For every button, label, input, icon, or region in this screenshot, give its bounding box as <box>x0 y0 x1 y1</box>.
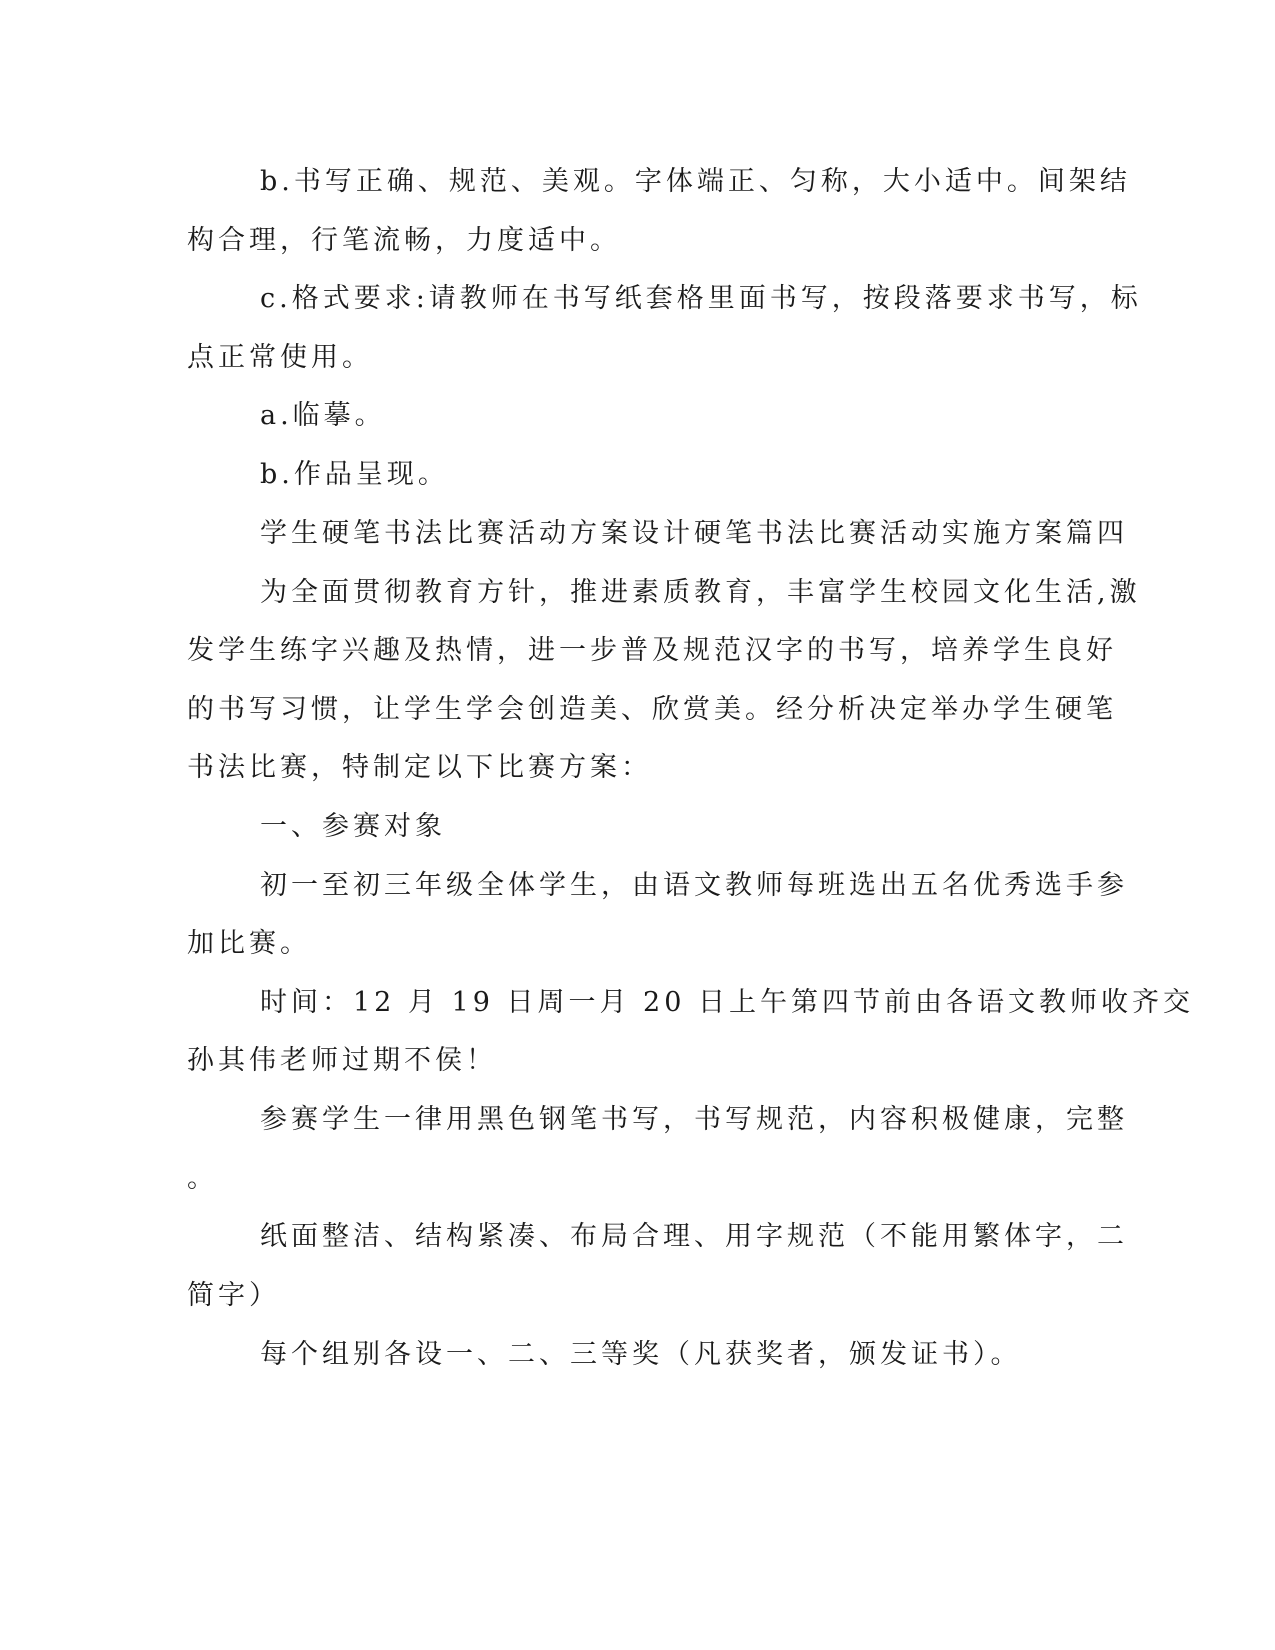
section-heading: 一、参赛对象 <box>260 811 446 842</box>
paragraph-line: 加比赛。 <box>187 928 311 959</box>
paragraph-line: 点正常使用。 <box>187 342 373 373</box>
paragraph-line: 。 <box>187 1163 218 1194</box>
section-heading: 学生硬笔书法比赛活动方案设计硬笔书法比赛活动实施方案篇四 <box>260 518 1128 549</box>
paragraph-line: 发学生练字兴趣及热情，进一步普及规范汉字的书写，培养学生良好 <box>187 635 1117 666</box>
paragraph-line: 为全面贯彻教育方针，推进素质教育，丰富学生校园文化生活,激 <box>260 577 1141 608</box>
paragraph-line: 参赛学生一律用黑色钢笔书写，书写规范，内容积极健康，完整 <box>260 1104 1128 1135</box>
paragraph-line: 时间：12 月 19 日周一月 20 日上午第四节前由各语文教师收齐交 <box>260 987 1194 1018</box>
paragraph-line: 简字） <box>187 1280 280 1311</box>
paragraph-line: 初一至初三年级全体学生，由语文教师每班选出五名优秀选手参 <box>260 870 1128 901</box>
paragraph-line: c.格式要求:请教师在书写纸套格里面书写，按段落要求书写，标 <box>260 283 1142 314</box>
paragraph-line: 孙其伟老师过期不侯！ <box>187 1045 497 1076</box>
paragraph-line: 每个组别各设一、二、三等奖（凡获奖者，颁发证书）。 <box>260 1339 1022 1370</box>
paragraph-line: b.作品呈现。 <box>260 459 449 490</box>
paragraph-line: 的书写习惯，让学生学会创造美、欣赏美。经分析决定举办学生硬笔 <box>187 694 1117 725</box>
paragraph-line: b.书写正确、规范、美观。字体端正、匀称，大小适中。间架结 <box>260 166 1131 197</box>
paragraph-line: 书法比赛，特制定以下比赛方案： <box>187 752 652 783</box>
paragraph-line: a.临摹。 <box>260 400 386 431</box>
paragraph-line: 构合理，行笔流畅，力度适中。 <box>187 225 621 256</box>
paragraph-line: 纸面整洁、结构紧凑、布局合理、用字规范（不能用繁体字，二 <box>260 1221 1128 1252</box>
